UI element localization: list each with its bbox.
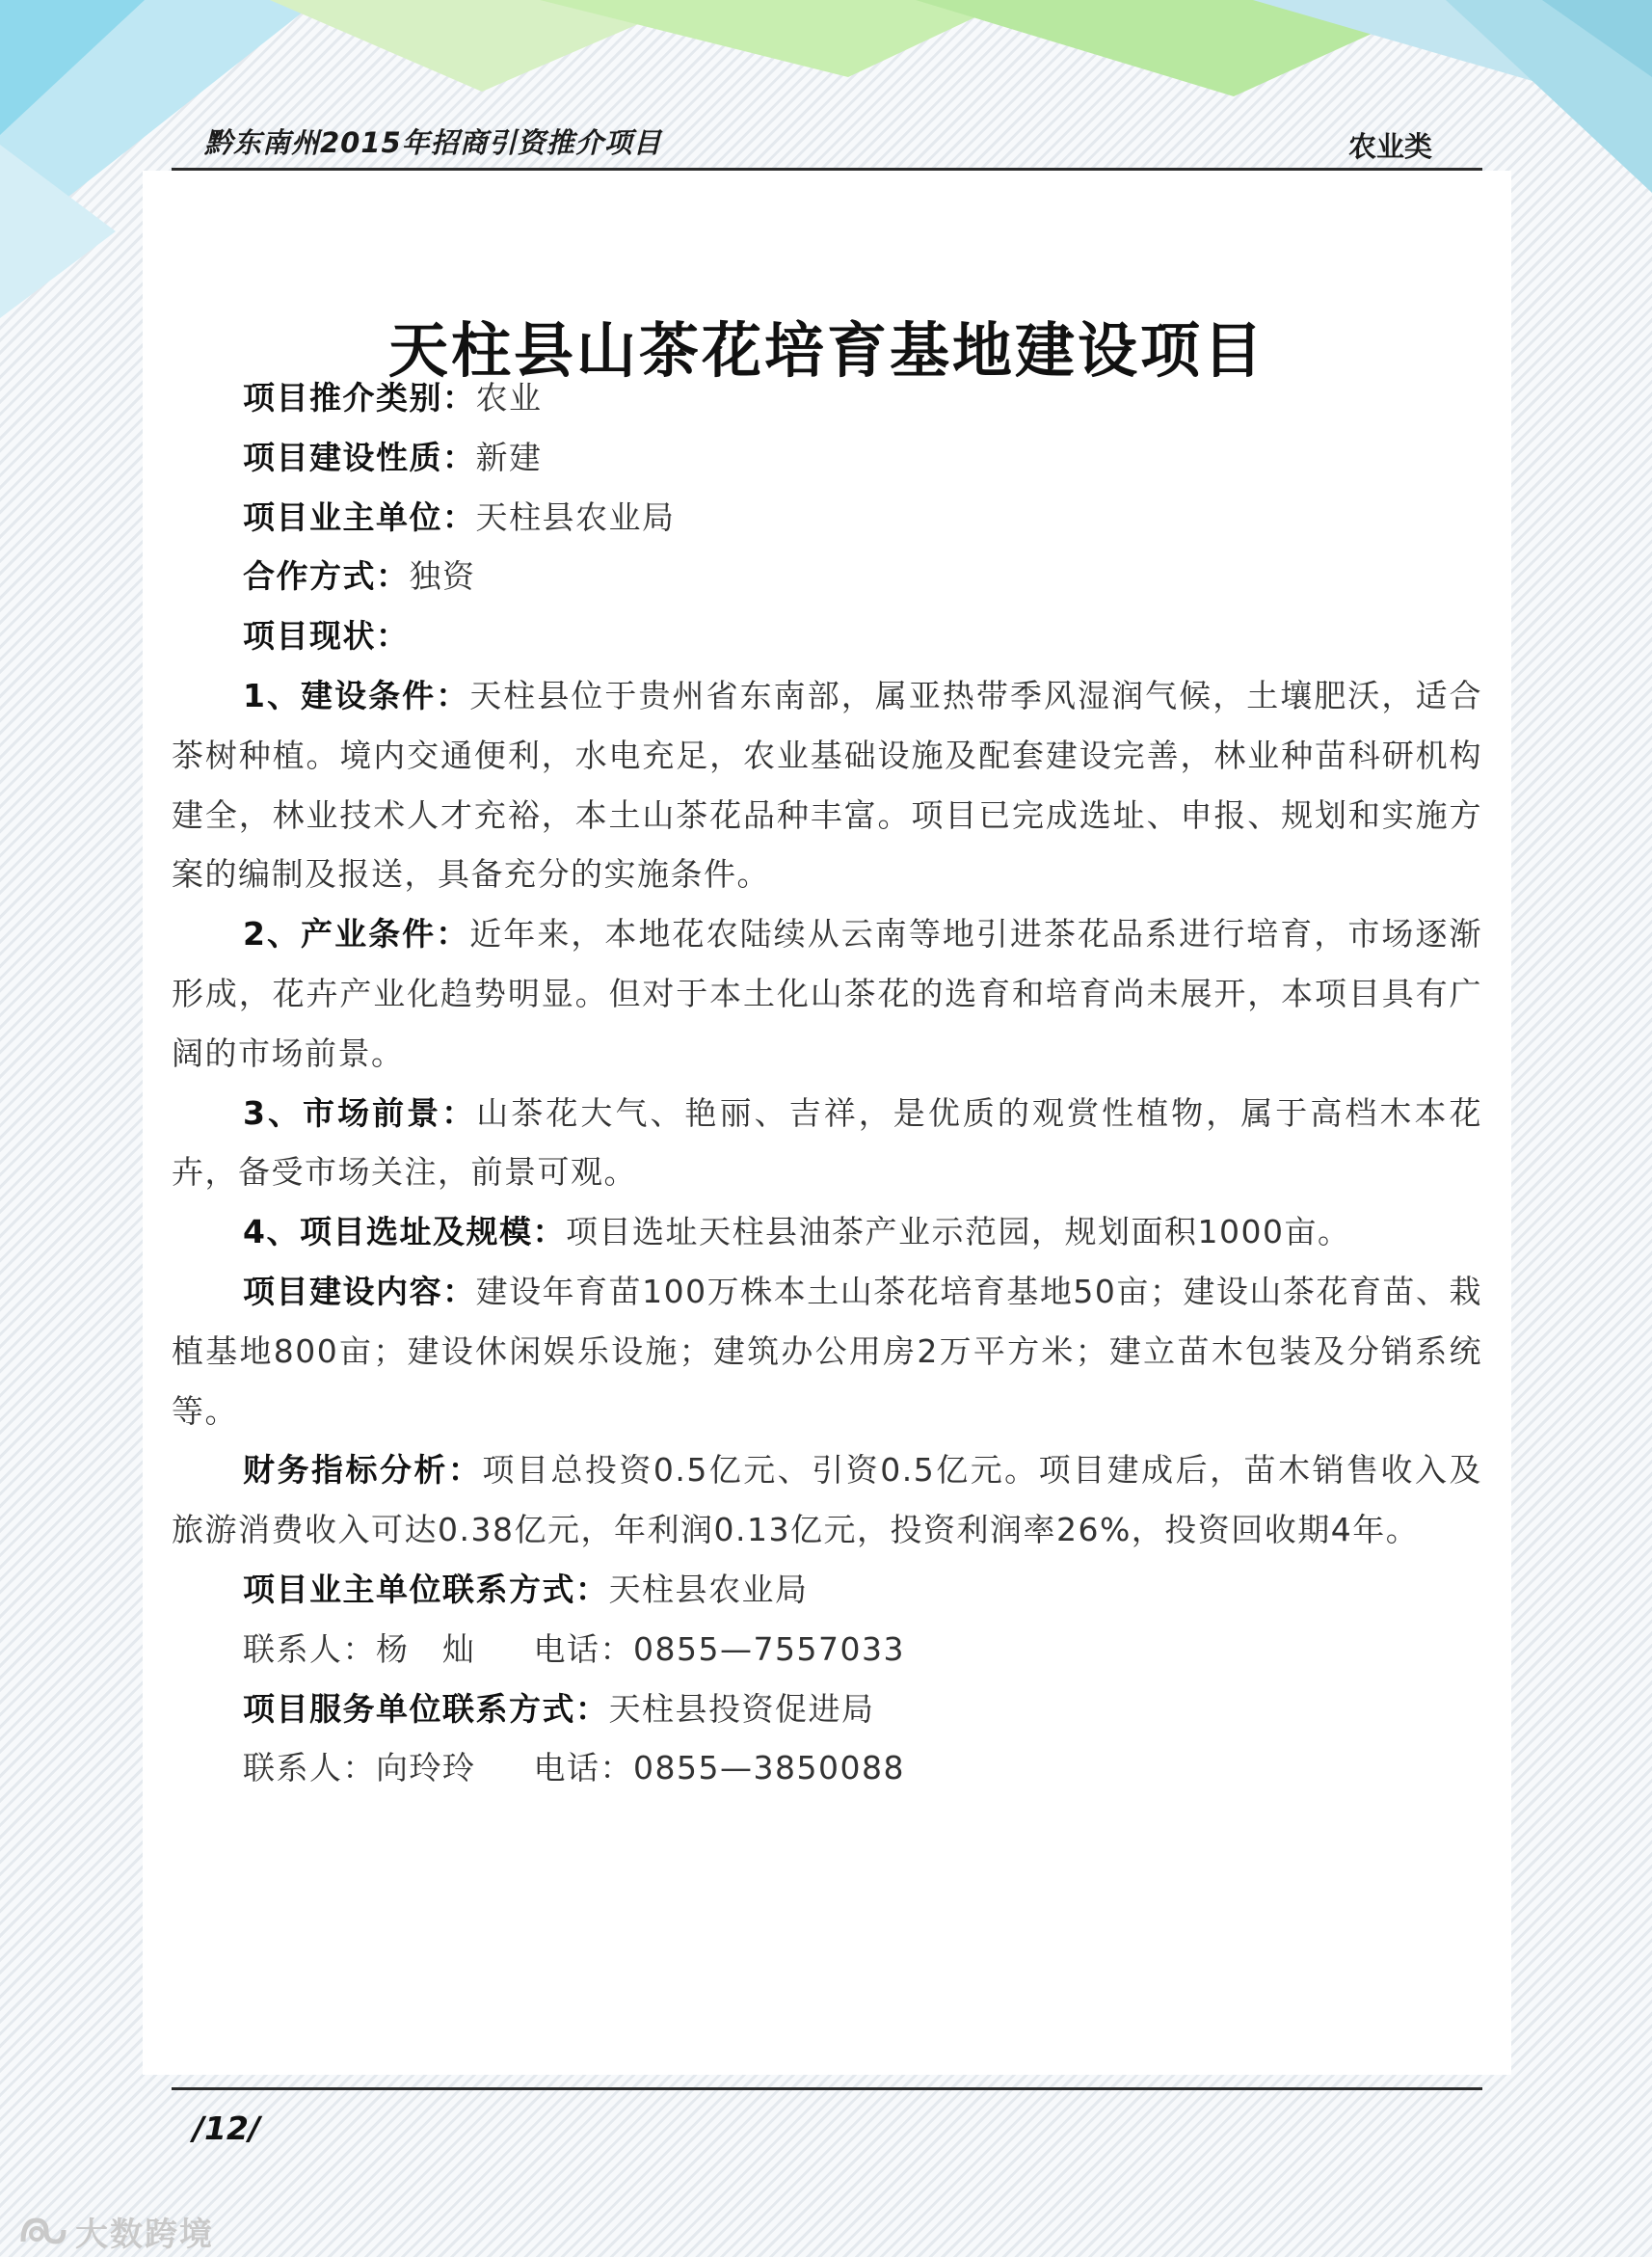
section-industry-conditions: [172, 904, 1482, 1083]
field-nature: [172, 428, 1482, 488]
contact-service-person: [172, 1738, 1482, 1798]
header-category: 农业类: [1347, 130, 1432, 163]
section-label: 3、市场前景：: [243, 1093, 477, 1132]
field-status: [172, 606, 1482, 666]
field-label: 项目推介类别：: [243, 379, 476, 416]
watermark-text: 大数跨境: [75, 2216, 214, 2254]
section-text: 项目总投资0.5亿元、引资0.5亿元。项目建成后，苗木销售收入及旅游消费收入可达0.38亿元，年利润0.13亿元，投资利润率26%，投资回收期4年。: [172, 1451, 1482, 1549]
field-label: 项目业主单位：: [243, 497, 476, 536]
watermark: [17, 2208, 214, 2255]
section-financial-analysis: [172, 1440, 1482, 1560]
section-site-scale: [172, 1202, 1482, 1262]
section-label: 2、产业条件：: [243, 915, 470, 954]
section-text: 山茶花大气、艳丽、吉祥，是优质的观赏性植物，属于高档木本花卉，备受市场关注，前景可观。: [172, 1093, 1483, 1192]
section-text: 项目选址天柱县油茶产业示范园，规划面积1000亩。: [565, 1213, 1351, 1251]
contact-owner-person: [172, 1620, 1482, 1679]
section-label: 4、项目选址及规模：: [243, 1213, 566, 1251]
field-label: 项目现状：: [243, 617, 410, 656]
contact-phone-label: 电话：: [533, 1629, 633, 1668]
bg-triangle: [540, 0, 1012, 77]
section-text: 天柱县位于贵州省东南部，属亚热带季风湿润气候，土壤肥沃，适合茶树种植。境内交通便利，水电充足，农业基础设施及配套建设完善，林业种苗科研机构建全，林业技术人才充裕，本土山茶花品种丰富。项目已完成选址、申报、规划和实施方案的编制及报送，具备充分的实施条件。: [172, 676, 1482, 894]
header-title: 黔东南州2015年招商引资推介项目: [204, 126, 662, 159]
section-text: 建设年育苗100万株本土山茶花培育基地50亩；建设山茶花育苗、栽植基地800亩；建设休闲娱乐设施；建筑办公用房2万平方米；建立苗木包装及分销系统等。: [172, 1272, 1482, 1430]
section-text: 近年来，本地花农陆续从云南等地引进茶花品系进行培育，市场逐渐形成，花卉产业化趋势明显。但对于本土化山茶花的选育和培育尚未展开，本项目具有广阔的市场前景。: [172, 915, 1482, 1072]
section-market-prospects: [172, 1084, 1482, 1203]
field-cooperation: [172, 547, 1482, 606]
watermark-logo-icon: [17, 2213, 69, 2251]
page-number: /12/: [193, 2109, 261, 2147]
contact-phone: 0855—7557033: [633, 1629, 905, 1668]
contact-person: 杨 灿: [376, 1629, 476, 1668]
document-body: [172, 368, 1482, 1798]
contact-owner-unit: [172, 1560, 1482, 1620]
contact-label: 项目服务单位联系方式：: [243, 1689, 609, 1728]
field-value: 独资: [409, 557, 476, 596]
field-value: 农业: [475, 379, 543, 416]
contact-phone: 0855—3850088: [633, 1749, 905, 1787]
section-label: 财务指标分析：: [243, 1451, 483, 1490]
field-label: 合作方式：: [243, 557, 410, 596]
footer-divider: [172, 2087, 1482, 2090]
contact-person-label: 联系人：: [243, 1629, 376, 1668]
field-category: [172, 368, 1482, 428]
section-construction-content: [172, 1262, 1482, 1440]
document-title: 天柱县山茶花培育基地建设项目: [387, 314, 1266, 386]
section-construction-conditions: [172, 666, 1482, 904]
contact-phone-label: 电话：: [533, 1749, 633, 1787]
contact-label: 项目业主单位联系方式：: [243, 1570, 609, 1608]
field-label: 项目建设性质：: [243, 438, 476, 476]
section-label: 1、建设条件：: [243, 676, 470, 714]
section-label: 项目建设内容：: [243, 1272, 476, 1310]
contact-unit: 天柱县投资促进局: [608, 1689, 875, 1728]
field-value: 天柱县农业局: [475, 497, 676, 536]
contact-service-unit: [172, 1679, 1482, 1739]
field-value: 新建: [475, 438, 543, 476]
contact-unit: 天柱县农业局: [608, 1570, 809, 1608]
contact-person-label: 联系人：: [243, 1749, 376, 1787]
field-owner: [172, 488, 1482, 548]
contact-person: 向玲玲: [376, 1749, 476, 1787]
